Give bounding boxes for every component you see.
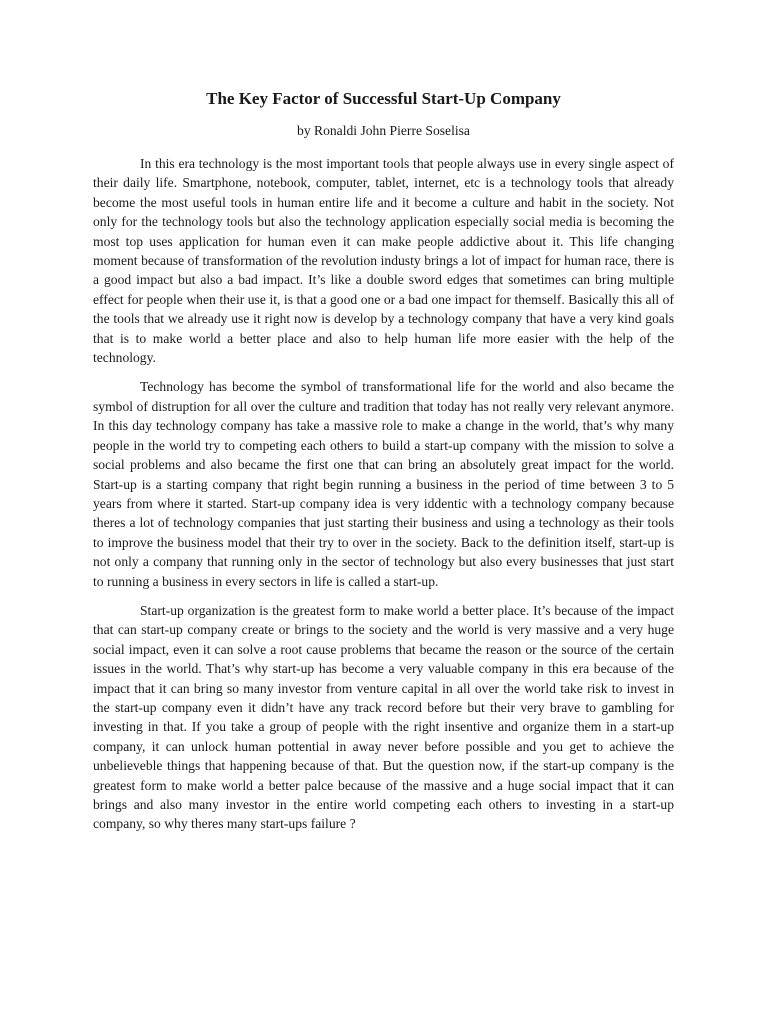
document-title: The Key Factor of Successful Start-Up Company (206, 89, 561, 108)
paragraph-3: Start-up organization is the greatest form to make world a better place. It’s because of the impact that can start-up company create or brings to the society and the world is very massive and a very huge social impact, even it can solve a root cause problems that became the reason or the source of the certain issues in the world. That’s why start-up has become a very valuable company in this era because of the impact that it can bring so many investor from venture capital in all over the world take risk to invest in the start-up company even it didn’t have any track record before but their very brave to gambling for investing in that. If you take a group of people with the right insentive and organize them in a start-up company, it can unlock human pottential in away never before possible and you get to achieve the unbelieveble things that happening because of that. But the question now, if the start-up company is the greatest form to make world a better palce because of the massive and a huge social impact that it can brings and also many investor in the entire world competing each others to investing in a start-up company, so why theres many start-ups failure ? (93, 602, 674, 832)
paragraph-2: Technology has become the symbol of transformational life for the world and also became the symbol of distruption for all over the culture and tradition that today has not really very relevant anymore. In this day technology company has take a massive role to make a change in the world, that’s why many people in the world try to competing each others to build a start-up company with the mission to solve a social problems and also became the first one that can bring an absolutely great impact for the world. Start-up is a starting company that right begin running a business in the period of time between 3 to 5 years from where it started. Start-up company idea is very iddentic with a technology company because theres a lot of technology companies that just starting their business and using a technology as their tools to improve the business model that their try to over in the society. Back to the definition itself, start-up is not only a company that running only in the sector of technology but also every businesses that just start to running a business in every sectors in life is called a start-up. (93, 379, 674, 589)
document-page (93, 88, 674, 844)
document-author: by Ronaldi John Pierre Soselisa (297, 123, 470, 138)
paragraph-1: In this era technology is the most important tools that people always use in every single aspect of their daily life. Smartphone, notebook, computer, tablet, internet, etc is a technology tools that already become the most useful tools in human entire life and it become a culture and habit in the society. Not only for the technology tools but also the technology application especially social media is becoming the most top uses application for human even it can make people addictive about it. This life changing moment because of transformation of the revolution industy brings a lot of impact for human race, there is a good impact but also a bad impact. It’s like a double sword edges that sometimes can bring multiple effect for people when their use it, is that a good one or a bad one impact for themself. Basically this all of the tools that we already use it right now is develop by a technology company that have a very kind goals that is to make world a better place and also to help human life more easier with the help of the technology. (93, 156, 674, 366)
